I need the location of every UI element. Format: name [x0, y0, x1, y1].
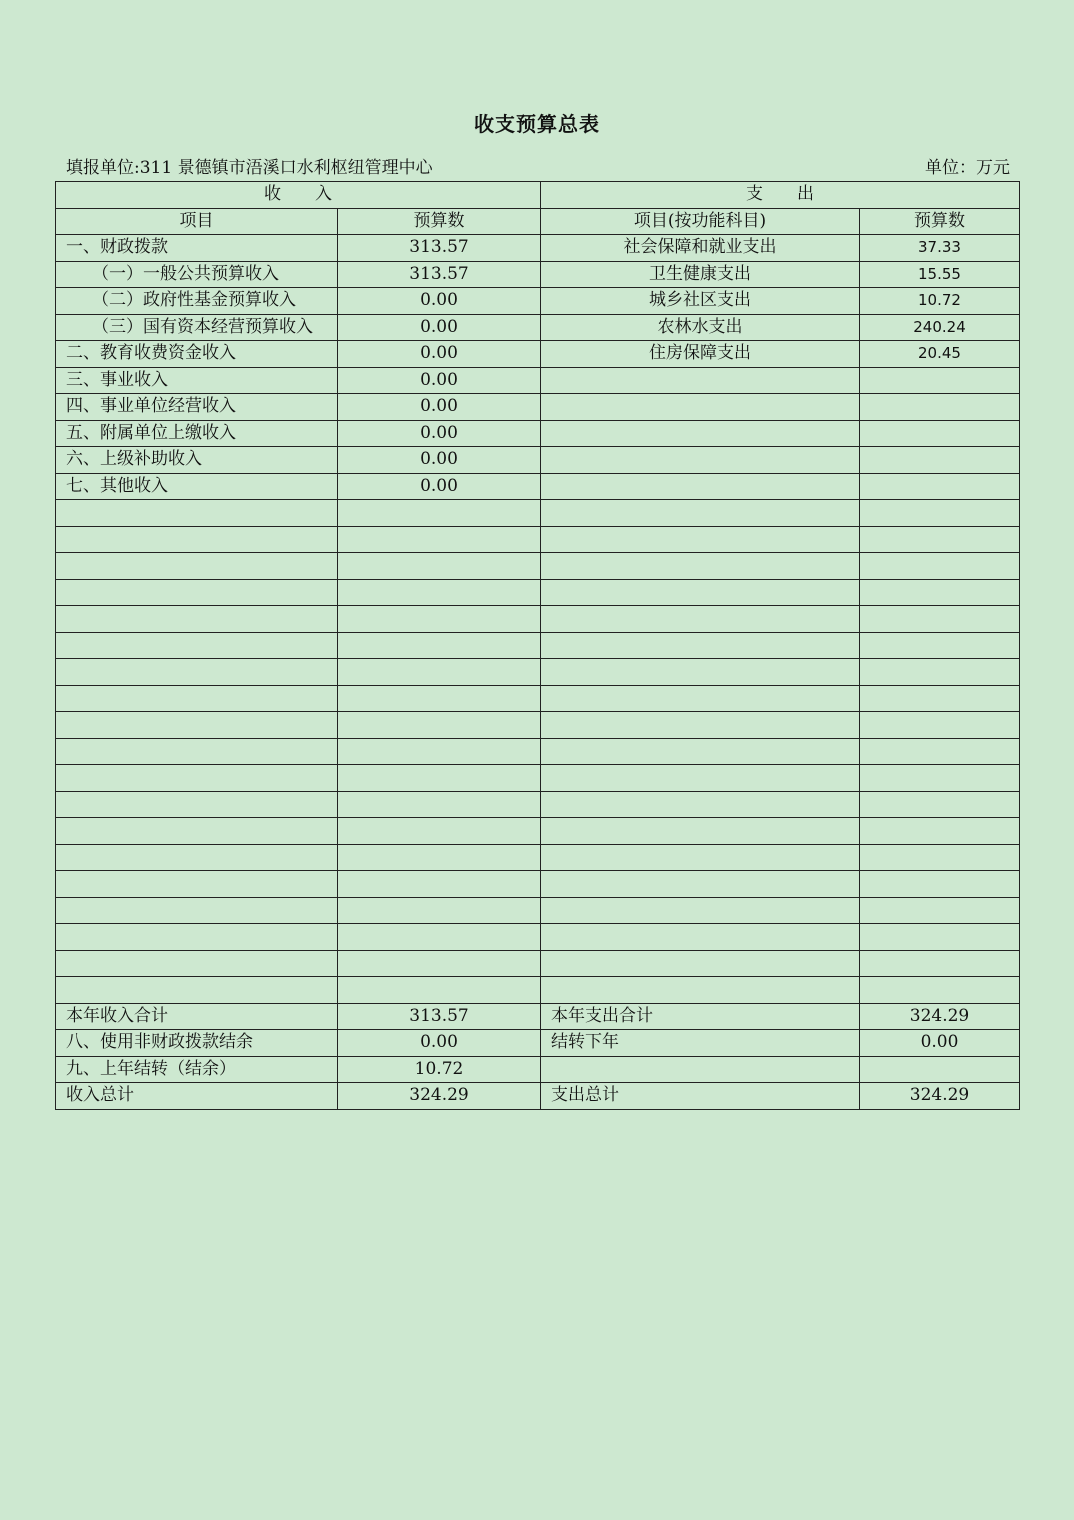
expense-header: 支 出: [541, 182, 1020, 209]
expense-item-cell: [541, 924, 860, 951]
income-item-cell: 四、事业单位经营收入: [56, 394, 338, 421]
expense-item-cell: [541, 500, 860, 527]
income-value-cell: [338, 950, 541, 977]
income-item-cell: 二、教育收费资金收入: [56, 341, 338, 368]
total-row: [56, 1056, 1020, 1083]
expense-item-cell: [541, 367, 860, 394]
income-item-cell: [56, 844, 338, 871]
expense-item-cell: [541, 632, 860, 659]
table-row: [56, 950, 1020, 977]
income-value-cell: [338, 553, 541, 580]
expense-item-cell: 农林水支出: [541, 314, 860, 341]
col-header-budget: 预算数: [338, 208, 541, 235]
income-item-cell: [56, 738, 338, 765]
income-value-cell: [338, 712, 541, 739]
income-item-cell: 一、财政拨款: [56, 235, 338, 262]
income-value-cell: 0.00: [338, 473, 541, 500]
income-value-cell: [338, 977, 541, 1004]
expense-value-cell: [860, 818, 1020, 845]
income-total-label: 收入总计: [56, 1083, 338, 1110]
income-value-cell: 0.00: [338, 447, 541, 474]
table-row: [56, 341, 1020, 368]
income-total-label: 本年收入合计: [56, 1003, 338, 1030]
income-item-cell: [56, 632, 338, 659]
income-item-cell: [56, 977, 338, 1004]
expense-item-cell: [541, 659, 860, 686]
table-row: [56, 235, 1020, 262]
expense-item-cell: [541, 606, 860, 633]
income-value-cell: 0.00: [338, 394, 541, 421]
table-row: [56, 924, 1020, 951]
income-item-cell: [56, 765, 338, 792]
expense-item-cell: 住房保障支出: [541, 341, 860, 368]
table-row: [56, 712, 1020, 739]
income-item-cell: [56, 871, 338, 898]
income-value-cell: 0.00: [338, 314, 541, 341]
income-value-cell: [338, 659, 541, 686]
expense-value-cell: [860, 738, 1020, 765]
expense-item-cell: [541, 394, 860, 421]
table-row: [56, 579, 1020, 606]
income-item-cell: [56, 526, 338, 553]
expense-value-cell: [860, 844, 1020, 871]
expense-value-cell: [860, 765, 1020, 792]
table-row: [56, 632, 1020, 659]
expense-value-cell: [860, 420, 1020, 447]
budget-summary-table: [55, 181, 1020, 1110]
table-row: [56, 871, 1020, 898]
col-header-budget-2: 预算数: [860, 208, 1020, 235]
income-value-cell: [338, 791, 541, 818]
income-item-cell: [56, 712, 338, 739]
expense-value-cell: 15.55: [860, 261, 1020, 288]
expense-item-cell: 城乡社区支出: [541, 288, 860, 315]
currency-unit: 单位：万元: [925, 158, 1010, 178]
income-value-cell: [338, 579, 541, 606]
table-row: [56, 420, 1020, 447]
table-row: [56, 314, 1020, 341]
income-item-cell: 三、事业收入: [56, 367, 338, 394]
expense-item-cell: [541, 473, 860, 500]
expense-value-cell: [860, 632, 1020, 659]
income-item-cell: [56, 553, 338, 580]
table-row: [56, 288, 1020, 315]
expense-item-cell: [541, 526, 860, 553]
income-value-cell: [338, 606, 541, 633]
reporting-unit: 填报单位:311 景德镇市浯溪口水利枢纽管理中心: [66, 158, 433, 178]
income-value-cell: 0.00: [338, 367, 541, 394]
income-item-cell: [56, 579, 338, 606]
table-row: [56, 977, 1020, 1004]
total-row: [56, 1003, 1020, 1030]
expense-total-label: [541, 1056, 860, 1083]
table-row: [56, 738, 1020, 765]
expense-item-cell: 卫生健康支出: [541, 261, 860, 288]
total-row: [56, 1083, 1020, 1110]
income-item-cell: [56, 818, 338, 845]
table-row: [56, 791, 1020, 818]
expense-total-label: 本年支出合计: [541, 1003, 860, 1030]
expense-item-cell: 社会保障和就业支出: [541, 235, 860, 262]
expense-value-cell: [860, 447, 1020, 474]
income-item-cell: 七、其他收入: [56, 473, 338, 500]
expense-item-cell: [541, 447, 860, 474]
income-value-cell: [338, 844, 541, 871]
expense-item-cell: [541, 844, 860, 871]
expense-total-value: 324.29: [860, 1003, 1020, 1030]
expense-value-cell: [860, 712, 1020, 739]
table-row: [56, 844, 1020, 871]
expense-item-cell: [541, 871, 860, 898]
expense-item-cell: [541, 420, 860, 447]
total-row: [56, 1030, 1020, 1057]
table-row: [56, 553, 1020, 580]
expense-value-cell: [860, 871, 1020, 898]
expense-value-cell: [860, 659, 1020, 686]
expense-value-cell: 240.24: [860, 314, 1020, 341]
expense-item-cell: [541, 712, 860, 739]
expense-total-value: 324.29: [860, 1083, 1020, 1110]
expense-item-cell: [541, 977, 860, 1004]
expense-value-cell: [860, 579, 1020, 606]
table-row: [56, 526, 1020, 553]
expense-total-label: 结转下年: [541, 1030, 860, 1057]
expense-value-cell: [860, 977, 1020, 1004]
income-item-cell: [56, 924, 338, 951]
expense-value-cell: [860, 685, 1020, 712]
table-row: [56, 367, 1020, 394]
expense-value-cell: 37.33: [860, 235, 1020, 262]
income-item-cell: （一）一般公共预算收入: [56, 261, 338, 288]
col-header-item-function: 项目(按功能科目): [541, 208, 860, 235]
expense-value-cell: [860, 526, 1020, 553]
income-total-label: 八、使用非财政拨款结余: [56, 1030, 338, 1057]
income-value-cell: [338, 738, 541, 765]
income-total-label: 九、上年结转（结余）: [56, 1056, 338, 1083]
expense-value-cell: [860, 897, 1020, 924]
expense-item-cell: [541, 897, 860, 924]
expense-value-cell: [860, 606, 1020, 633]
column-header-row: [56, 208, 1020, 235]
income-value-cell: [338, 924, 541, 951]
table-row: [56, 473, 1020, 500]
expense-item-cell: [541, 685, 860, 712]
section-header-row: [56, 182, 1020, 209]
income-total-value: 0.00: [338, 1030, 541, 1057]
income-value-cell: [338, 818, 541, 845]
table-row: [56, 897, 1020, 924]
expense-value-cell: [860, 473, 1020, 500]
income-item-cell: （二）政府性基金预算收入: [56, 288, 338, 315]
income-value-cell: 0.00: [338, 341, 541, 368]
expense-value-cell: [860, 791, 1020, 818]
expense-item-cell: [541, 579, 860, 606]
table-row: [56, 818, 1020, 845]
income-value-cell: 313.57: [338, 235, 541, 262]
income-item-cell: [56, 606, 338, 633]
expense-value-cell: [860, 924, 1020, 951]
table-row: [56, 394, 1020, 421]
table-row: [56, 606, 1020, 633]
expense-item-cell: [541, 765, 860, 792]
expense-total-value: 0.00: [860, 1030, 1020, 1057]
income-total-value: 313.57: [338, 1003, 541, 1030]
income-value-cell: [338, 897, 541, 924]
income-item-cell: [56, 685, 338, 712]
expense-total-value: [860, 1056, 1020, 1083]
income-item-cell: （三）国有资本经营预算收入: [56, 314, 338, 341]
table-row: [56, 500, 1020, 527]
income-value-cell: [338, 765, 541, 792]
expense-total-label: 支出总计: [541, 1083, 860, 1110]
expense-value-cell: [860, 950, 1020, 977]
expense-item-cell: [541, 553, 860, 580]
expense-item-cell: [541, 950, 860, 977]
income-value-cell: 313.57: [338, 261, 541, 288]
expense-value-cell: 20.45: [860, 341, 1020, 368]
income-item-cell: [56, 897, 338, 924]
income-value-cell: 0.00: [338, 288, 541, 315]
income-item-cell: 五、附属单位上缴收入: [56, 420, 338, 447]
income-item-cell: [56, 500, 338, 527]
income-value-cell: 0.00: [338, 420, 541, 447]
expense-item-cell: [541, 738, 860, 765]
table-row: [56, 261, 1020, 288]
expense-value-cell: [860, 553, 1020, 580]
income-total-value: 324.29: [338, 1083, 541, 1110]
expense-value-cell: [860, 394, 1020, 421]
expense-value-cell: [860, 367, 1020, 394]
table-row: [56, 685, 1020, 712]
income-item-cell: [56, 791, 338, 818]
income-header: 收 入: [56, 182, 541, 209]
table-row: [56, 659, 1020, 686]
income-value-cell: [338, 685, 541, 712]
page-title: 收支预算总表: [474, 112, 600, 136]
income-item-cell: 六、上级补助收入: [56, 447, 338, 474]
income-total-value: 10.72: [338, 1056, 541, 1083]
income-item-cell: [56, 950, 338, 977]
income-value-cell: [338, 871, 541, 898]
expense-value-cell: [860, 500, 1020, 527]
income-value-cell: [338, 632, 541, 659]
expense-item-cell: [541, 818, 860, 845]
col-header-item: 项目: [56, 208, 338, 235]
table-row: [56, 447, 1020, 474]
income-value-cell: [338, 500, 541, 527]
income-item-cell: [56, 659, 338, 686]
table-row: [56, 765, 1020, 792]
income-value-cell: [338, 526, 541, 553]
expense-value-cell: 10.72: [860, 288, 1020, 315]
expense-item-cell: [541, 791, 860, 818]
